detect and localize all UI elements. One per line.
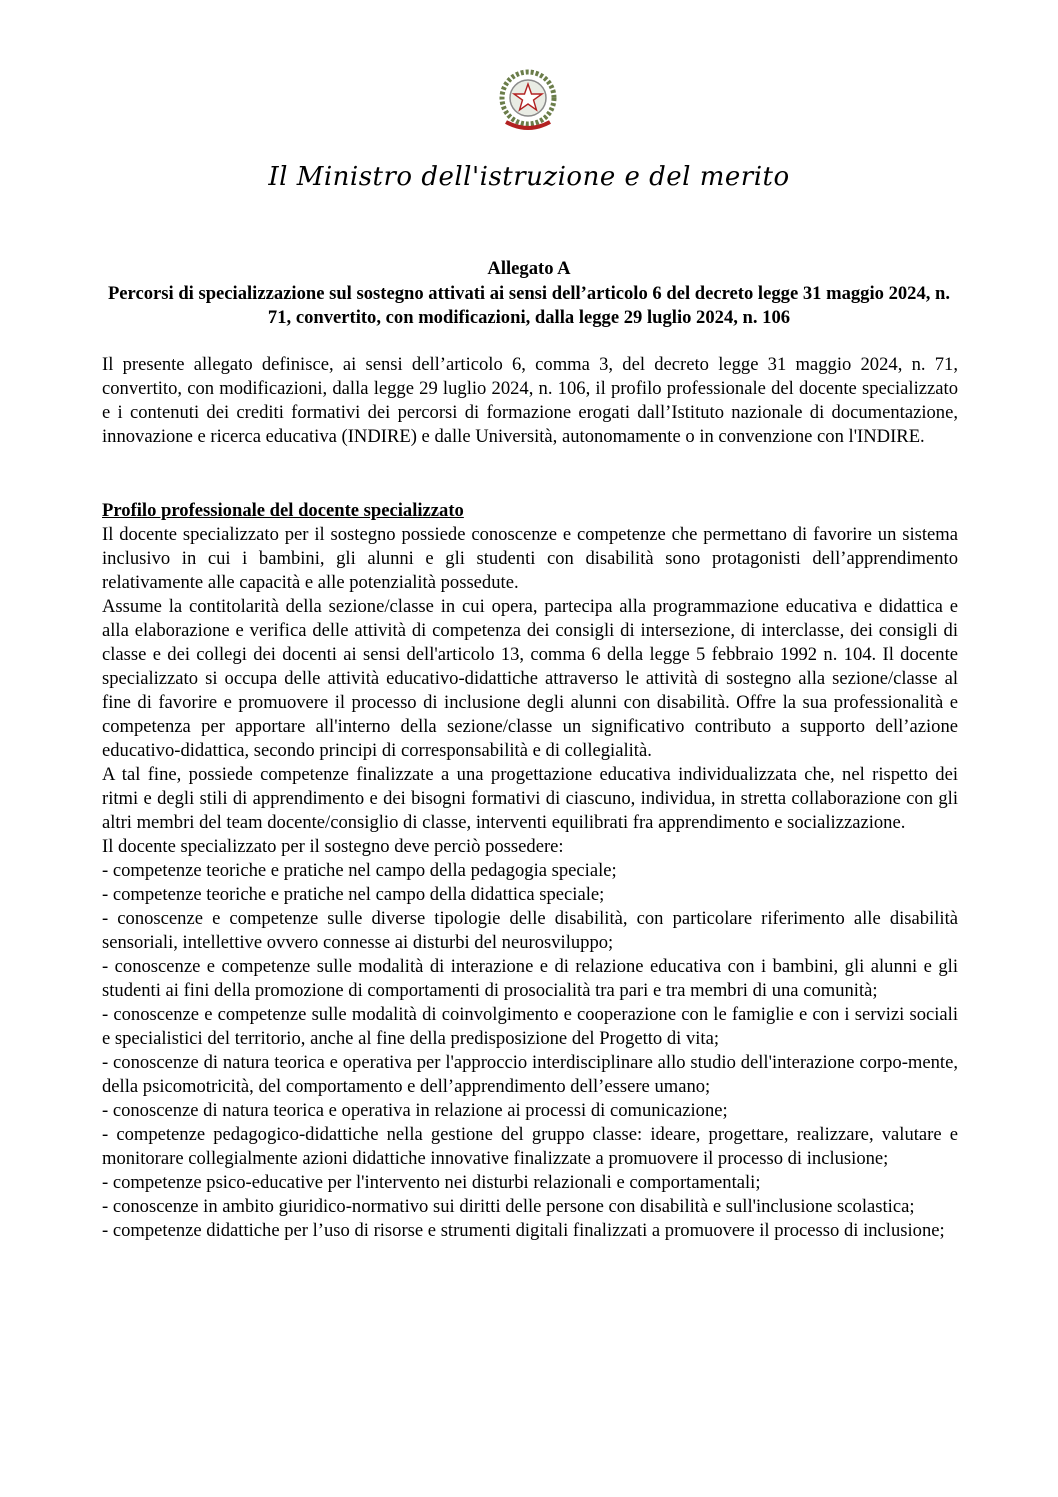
paragraph: Assume la contitolarità della sezione/classe in cui opera, partecipa alla programmazione educativa e didattica e alla elaborazione e verifica delle attività di competenza dei consigli di intersezione, di interclasse, dei consigli di classe e dei collegi dei docenti ai sensi dell'articolo 13, comma 6 della legge 5 febbraio 1992 n. 104. Il docente specializzato si occupa delle attività educativo-didattiche attraverso le attività di sostegno alla sezione/classe al fine di favorire e promuovere il processo di inclusione degli alunni con disabilità. Offre la sua professionalità e competenza per apportare all'interno della sezione/classe un significativo contributo a supporto dell’azione educativo-didattica, secondo principi di corresponsabilità e di collegialità. — [102, 596, 958, 761]
list-item: - conoscenze di natura teorica e operativa in relazione ai processi di comunicazione; — [102, 1100, 728, 1121]
list-item: - conoscenze in ambito giuridico-normativo sui diritti delle persone con disabilità e sull'inclusione scolastica; — [102, 1196, 915, 1217]
list-item: - competenze pedagogico-didattiche nella gestione del gruppo classe: ideare, progettare, realizzare, valutare e monitorare collegialmente azioni didattiche innovative finalizzate a promuovere il processo di inclusione; — [102, 1124, 958, 1169]
annex-label: Allegato A — [487, 258, 571, 279]
minister-title: Il Ministro dell'istruzione e del merito — [268, 162, 790, 192]
section-title: Profilo professionale del docente specializzato — [102, 500, 464, 521]
document-title: Percorsi di specializzazione sul sostegno attivati ai sensi dell’articolo 6 del decreto legge 31 maggio 2024, n. 71, convertito, con modificazioni, dalla legge 29 luglio 2024, n. 106 — [107, 283, 951, 328]
list-item: - conoscenze e competenze sulle modalità di coinvolgimento e cooperazione con le famiglie e con i servizi sociali e specialistici del territorio, anche al fine della predisposizione del Progetto di vita; — [102, 1004, 958, 1049]
intro-paragraph: Il presente allegato definisce, ai sensi dell’articolo 6, comma 3, del decreto legge 31 maggio 2024, n. 71, convertito, con modificazioni, dalla legge 29 luglio 2024, n. 106, il profilo professionale del docente specializzato e i contenuti dei crediti formativi dei percorsi di formazione erogati dall’Istituto nazionale di documentazione, innovazione e ricerca educativa (INDIRE) e dalle Università, autonomamente o in convenzione con l'INDIRE. — [102, 354, 958, 447]
list-item: - competenze psico-educative per l'intervento nei disturbi relazionali e comportamentali; — [102, 1172, 761, 1193]
paragraph: Il docente specializzato per il sostegno possiede conoscenze e competenze che permettano di favorire un sistema inclusivo in cui i bambini, gli alunni e gli studenti con disabilità sono protagonisti dell’apprendimento relativamente alle capacità e alle potenzialità possedute. — [102, 524, 958, 593]
list-item: - conoscenze e competenze sulle diverse tipologie delle disabilità, con particolare riferimento alle disabilità sensoriali, intellettive ovvero connesse ai disturbi del neurosviluppo; — [102, 908, 958, 953]
competence-list — [102, 859, 958, 1243]
list-item: - competenze teoriche e pratiche nel campo della pedagogia speciale; — [102, 860, 617, 881]
italian-republic-emblem-icon — [492, 64, 564, 136]
profile-section — [102, 499, 958, 1243]
list-item: - conoscenze di natura teorica e operativa per l'approccio interdisciplinare allo studio dell'interazione corpo-mente, della psicomotricità, del comportamento e dell’apprendimento dell’essere umano; — [102, 1052, 958, 1097]
paragraph: Il docente specializzato per il sostegno deve perciò possedere: — [102, 836, 564, 857]
list-item: - conoscenze e competenze sulle modalità di interazione e di relazione educativa con i bambini, gli alunni e gli studenti ai fini della promozione di comportamenti di prosocialità tra pari e tra membri di una comunità; — [102, 956, 958, 1001]
list-item: - competenze didattiche per l’uso di risorse e strumenti digitali finalizzati a promuovere il processo di inclusione; — [102, 1220, 945, 1241]
list-item: - competenze teoriche e pratiche nel campo della didattica speciale; — [102, 884, 605, 905]
paragraph: A tal fine, possiede competenze finalizzate a una progettazione educativa individualizzata che, nel rispetto dei ritmi e degli stili di apprendimento e dei bisogni formativi di ciascuno, individua, in stretta collaborazione con gli altri membri del team docente/consiglio di classe, interventi equilibrati fra apprendimento e socializzazione. — [102, 764, 958, 833]
